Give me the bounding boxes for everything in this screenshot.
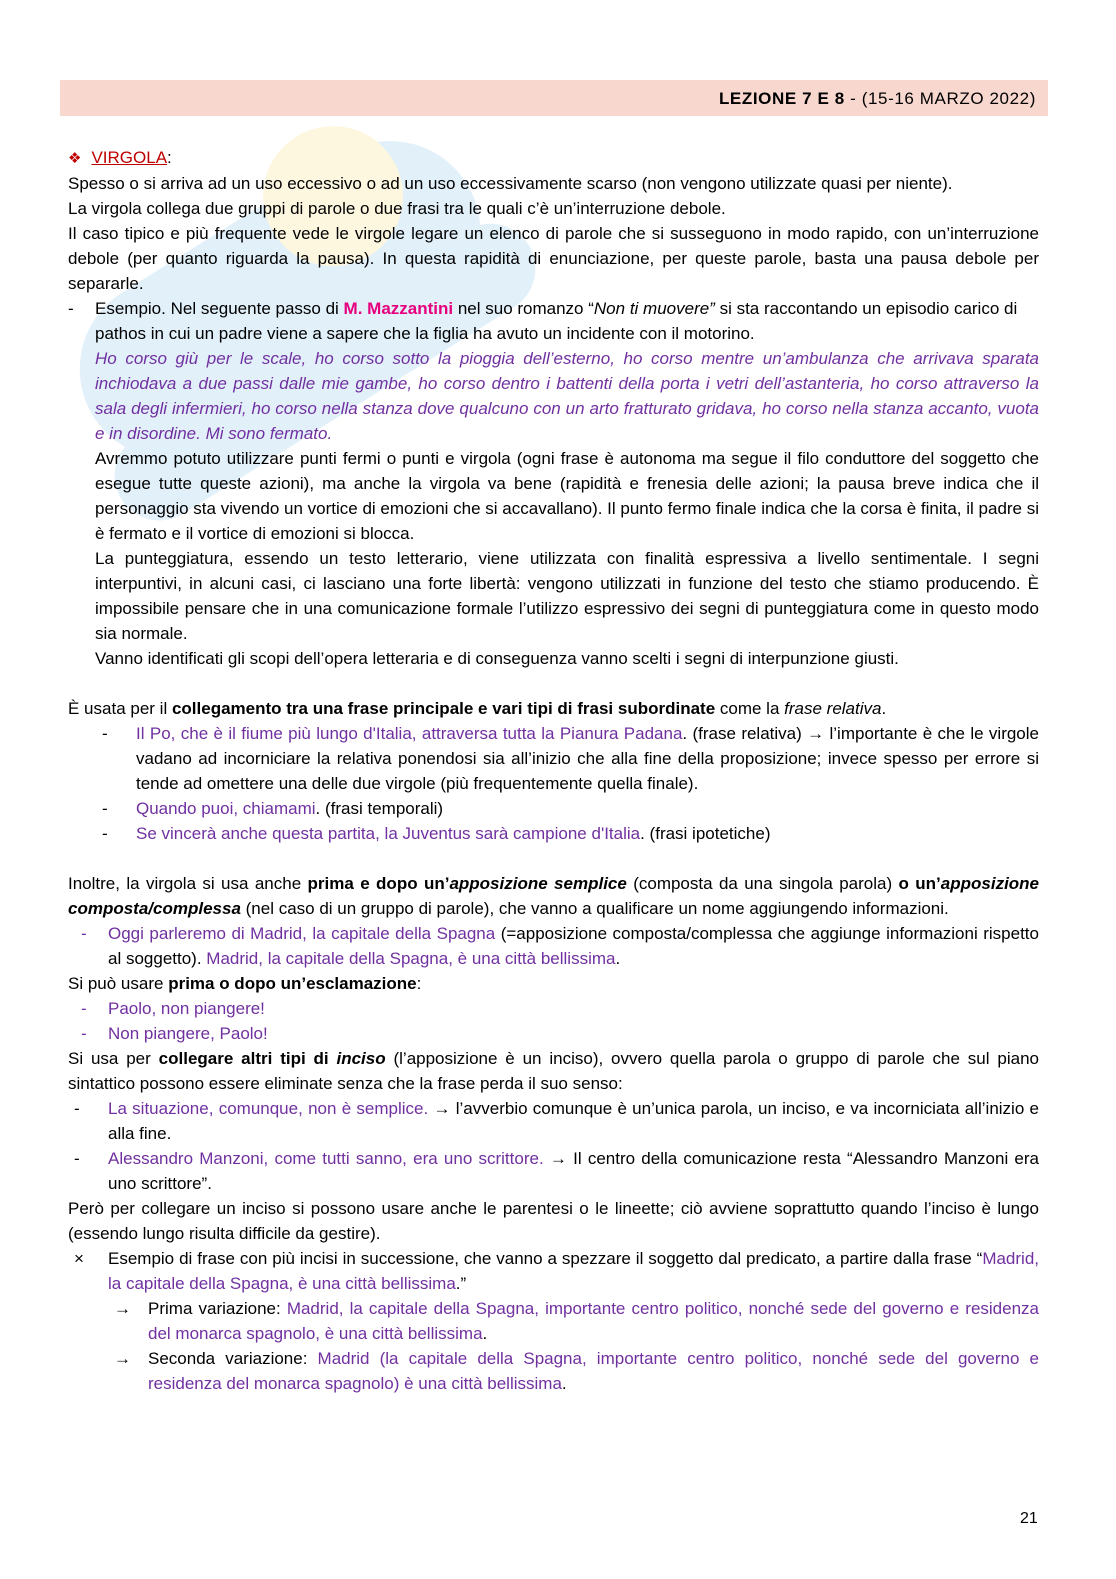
example-intro bbox=[95, 296, 1039, 346]
subordinate-mid: come la bbox=[715, 699, 785, 718]
example-sentence: Alessandro Manzoni, come tutti sanno, era uno scrittore. bbox=[108, 1149, 544, 1168]
header-text bbox=[719, 86, 1036, 111]
multi-inciso-lead: Esempio di frase con più incisi in successione, che vanno a spezzare il soggetto dal predicato, a partire dalla frase “ bbox=[108, 1249, 983, 1268]
novel-title: Non ti muovere” bbox=[593, 299, 715, 318]
example-mid: nel suo romanzo “ bbox=[453, 299, 594, 318]
exclamation-heading bbox=[68, 971, 1039, 996]
exclamation-lead: Si può usare bbox=[68, 974, 169, 993]
example-para-2: La punteggiatura, essendo un testo letterario, viene utilizzata con finalità espressiva a livello sentimentale. I segni interpuntivi, in alcuni casi, ci lasciano una forte libertà: vengono utilizzati in funzione del testo che stiamo producendo. È impossibile pensare che in una comunicazione formale l’utilizzo espressivo dei segni di punteggiatura come in questo modo sia normale. bbox=[95, 549, 1039, 643]
inciso-term: inciso bbox=[336, 1049, 386, 1068]
apposition-bold-1: prima e dopo un’ bbox=[307, 874, 450, 893]
list-item bbox=[68, 796, 1039, 821]
header-title: LEZIONE 7 E 8 bbox=[718, 89, 845, 108]
page-content bbox=[68, 145, 1039, 1396]
example-mazzantini bbox=[68, 296, 1039, 671]
dash-bullet: - bbox=[81, 999, 87, 1018]
variation-text bbox=[148, 1296, 1039, 1346]
intro-line-2: La virgola collega due gruppi di parole o due frasi tra le quali c’è un’interruzione debole. bbox=[68, 199, 726, 218]
variation-label: Prima variazione: bbox=[148, 1299, 287, 1318]
example-para-1: Avremmo potuto utilizzare punti fermi o punti e virgola (ogni frase è autonoma ma segue il filo conduttore del soggetto che esegue tutte queste azioni), ma anche la virgola va bene (rapidità e frenesia delle azioni; la pausa breve indica che il personaggio sta vivendo un vortice di emozioni che si accavallano). Il punto fermo finale indica che la corsa è finita, il padre si è fermato e il vortice di emozioni si blocca. bbox=[95, 449, 1040, 543]
novel-quote: Ho corso giù per le scale, ho corso sotto la pioggia dell’esterno, ho corso mentre un’ambulanza che arrivava sparata inchiodava a due passi dalle mie gambe, ho corso dentro i battenti della porta i vetri dell’astanteria, ho corso attraverso la sala degli infermieri, ho corso nella stanza dove qualcuno con un arto fratturato gridava, ho corso nella stanza accanto, vuota e in disordine. Mi sono fermato. bbox=[95, 349, 1039, 443]
inciso-paragraph bbox=[68, 1046, 1039, 1096]
arrow-right-icon: → bbox=[114, 1349, 131, 1368]
list-item bbox=[68, 721, 1039, 796]
variation-example: Madrid (la capitale della Spagna, importante centro politico, nonché sede del governo e residenza del monarca spagnolo) è una città bellissima bbox=[148, 1349, 1039, 1393]
section-title: VIRGOLA bbox=[91, 148, 168, 167]
example-note: . (frasi temporali) bbox=[315, 799, 444, 818]
apposition-term-2: apposizione composta/complessa bbox=[68, 874, 1040, 918]
variation-item bbox=[108, 1296, 1039, 1346]
example-sentence: Il Po, che è il fiume più lungo d'Italia, attraversa tutta la Pianura Padana bbox=[136, 724, 683, 743]
subordinate-lead: È usata per il bbox=[68, 699, 172, 718]
list-item-text bbox=[108, 1146, 1039, 1196]
example-sentence: Paolo, non piangere! bbox=[108, 999, 265, 1018]
intro-line-1: Spesso o si arriva ad un uso eccessivo o ad un uso eccessivamente scarso (non vengono utilizzate quasi per niente). bbox=[68, 174, 953, 193]
example-note: . (frasi ipotetiche) bbox=[640, 824, 771, 843]
example-note: → l’avverbio comunque è un’unica parola, un inciso, e va incorniciata all’inizio e alla fine. bbox=[108, 1099, 1040, 1143]
section-heading bbox=[68, 145, 1039, 171]
example-note: . (frase relativa) → l’importante è che le virgole vadano ad incorniciare la relativa ponendosi sia all’inizio che alla fine della proposizione; invece spesso per errore si tende ad omettere una delle due virgole (più frequentemente quella finale). bbox=[136, 724, 1039, 793]
subordinate-italic: frase relativa bbox=[784, 699, 882, 718]
list-item bbox=[68, 1146, 1039, 1196]
example-sentence: Madrid, la capitale della Spagna, è una città bellissima bbox=[108, 1249, 1039, 1293]
list-item-text bbox=[136, 796, 1039, 821]
example-sentence: Quando puoi, chiamami bbox=[136, 799, 316, 818]
variation-item bbox=[108, 1346, 1039, 1396]
example-sentence-2: Madrid, la capitale della Spagna, è una città bellissima bbox=[206, 949, 616, 968]
page-number: 21 bbox=[1020, 1510, 1038, 1527]
example-sentence: La situazione, comunque, non è semplice. bbox=[108, 1099, 429, 1118]
example-note: → Il centro della comunicazione resta “Alessandro Manzoni era uno scrittore”. bbox=[108, 1149, 1040, 1193]
example-sentence: Se vincerà anche questa partita, la Juventus sarà campione d'Italia bbox=[136, 824, 641, 843]
subordinate-heading bbox=[68, 696, 1039, 721]
variation-label: Seconda variazione: bbox=[148, 1349, 318, 1368]
subordinate-end: . bbox=[881, 699, 887, 718]
exclamation-bold: prima o dopo un’esclamazione bbox=[168, 974, 417, 993]
author-name: M. Mazzantini bbox=[343, 299, 454, 318]
header-date: - (15-16 MARZO 2022) bbox=[844, 89, 1036, 108]
apposition-end: (nel caso di un gruppo di parole), che vanno a qualificare un nome aggiungendo informazioni. bbox=[240, 899, 949, 918]
page-header bbox=[60, 80, 1048, 116]
list-item-text bbox=[136, 821, 1039, 846]
variation-end: . bbox=[482, 1324, 488, 1343]
variation-text bbox=[148, 1346, 1039, 1396]
example-end: . bbox=[615, 949, 621, 968]
section-colon: : bbox=[167, 148, 172, 167]
multi-inciso-end: .” bbox=[455, 1274, 467, 1293]
dash-bullet: - bbox=[102, 824, 108, 843]
dash-bullet: - bbox=[68, 299, 74, 318]
apposition-bold-2: o un’ bbox=[898, 874, 941, 893]
list-item bbox=[68, 921, 1039, 971]
dash-bullet: - bbox=[74, 1099, 80, 1118]
inciso-bold: collegare altri tipi di bbox=[158, 1049, 337, 1068]
multi-inciso-example bbox=[68, 1246, 1039, 1396]
variation-end: . bbox=[561, 1374, 567, 1393]
example-sentence: Oggi parleremo di Madrid, la capitale della Spagna bbox=[108, 924, 496, 943]
example-note: (=apposizione composta/complessa che aggiunge informazioni rispetto al soggetto). bbox=[108, 924, 1039, 968]
inciso-lead: Si usa per bbox=[68, 1049, 159, 1068]
dash-bullet: - bbox=[81, 1024, 87, 1043]
example-para-3: Vanno identificati gli scopi dell’opera letteraria e di conseguenza vanno scelti i segni di interpunzione giusti. bbox=[95, 649, 899, 668]
dash-bullet: - bbox=[102, 799, 108, 818]
multi-inciso-text bbox=[108, 1246, 1039, 1296]
list-item-text bbox=[108, 1096, 1039, 1146]
apposition-term-1: apposizione semplice bbox=[449, 874, 627, 893]
exclamation-end: : bbox=[416, 974, 422, 993]
list-item-text bbox=[136, 721, 1039, 796]
dash-bullet: - bbox=[81, 924, 87, 943]
dash-bullet: - bbox=[102, 724, 108, 743]
apposition-paragraph bbox=[68, 871, 1039, 921]
diamond-bullet-icon: ❖ bbox=[68, 150, 82, 167]
inciso-end: (l’apposizione è un inciso), ovvero quella parola o gruppo di parole che sul piano sintattico possono essere eliminate senza che la frase perda il suo senso: bbox=[68, 1049, 1039, 1093]
list-item bbox=[68, 1096, 1039, 1146]
example-sentence: Non piangere, Paolo! bbox=[108, 1024, 268, 1043]
subordinate-bold: collegamento tra una frase principale e vari tipi di frasi subordinate bbox=[171, 699, 716, 718]
inciso-note-paragraph: Però per collegare un inciso si possono usare anche le parentesi o le lineette; ciò avviene soprattutto quando l’inciso è lungo (essendo lungo risulta difficile da gestire). bbox=[68, 1199, 1039, 1243]
dash-bullet: - bbox=[74, 1149, 80, 1168]
list-item bbox=[68, 1021, 1039, 1046]
list-item bbox=[68, 996, 1039, 1021]
list-item-text bbox=[108, 921, 1039, 971]
variation-example: Madrid, la capitale della Spagna, importante centro politico, nonché sede del governo e residenza del monarca spagnolo, è una città bellissima bbox=[148, 1299, 1039, 1343]
intro-paragraph: Il caso tipico e più frequente vede le virgole legare un elenco di parole che si susseguono in modo rapido, con un’interruzione debole (per quanto riguarda la pausa). In questa rapidità di enunciazione, per queste parole, basta una pausa debole per separarle. bbox=[68, 224, 1039, 293]
example-tail: si sta raccontando un episodio carico di pathos in cui un padre viene a sapere che la figlia ha avuto un incidente con il motorino. bbox=[95, 299, 1018, 343]
list-item bbox=[68, 821, 1039, 846]
cross-bullet-icon: × bbox=[74, 1249, 84, 1268]
apposition-mid: (composta da una singola parola) bbox=[626, 874, 899, 893]
arrow-right-icon: → bbox=[114, 1299, 131, 1318]
example-lead: Esempio. Nel seguente passo di bbox=[95, 299, 344, 318]
apposition-lead: Inoltre, la virgola si usa anche bbox=[68, 874, 308, 893]
